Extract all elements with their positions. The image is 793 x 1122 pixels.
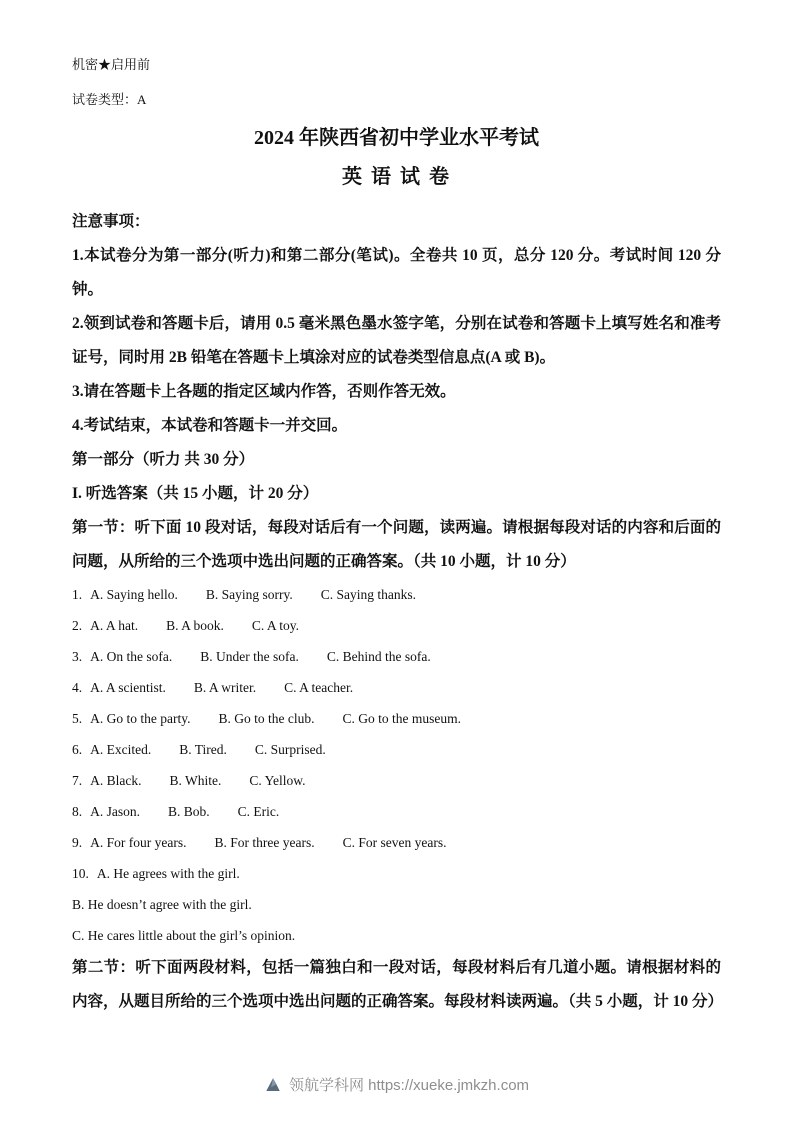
- option-b: B. A writer.: [193, 680, 257, 695]
- option-b: B. Bob.: [168, 804, 210, 819]
- option-c: C. Surprised.: [254, 742, 326, 757]
- option-a: A. On the sofa.: [90, 649, 173, 664]
- option-b: B. White.: [169, 773, 222, 788]
- notice-item-4: 4.考试结束，本试卷和答题卡一并交回。: [72, 417, 348, 434]
- question-number: 2.: [72, 618, 83, 633]
- listening-section-heading: I. 听选答案（共 15 小题，计 20 分）: [72, 485, 319, 502]
- question-8: [72, 796, 721, 827]
- question-number: 7.: [72, 773, 83, 788]
- option-a: A. He agrees with the girl.: [96, 866, 240, 881]
- option-c: C. Behind the sofa.: [326, 649, 431, 664]
- question-3: [72, 641, 721, 672]
- question-2: [72, 610, 721, 641]
- section2-instructions: 第二节：听下面两段材料，包括一篇独白和一段对话，每段材料后有几道小题。请根据材料的内容，从题目所给的三个选项中选出问题的正确答案。每段材料读两遍。（共 5 小题，计 10 分）: [72, 959, 724, 1010]
- paper-type-label: 试卷类型：A: [72, 92, 147, 107]
- question-number: 4.: [72, 680, 83, 695]
- option-a: A. Saying hello.: [90, 587, 178, 602]
- question-10: [72, 858, 721, 889]
- option-c: C. Eric.: [237, 804, 280, 819]
- question-number: 1.: [72, 587, 83, 602]
- question-number: 9.: [72, 835, 83, 850]
- option-a: A. A hat.: [90, 618, 139, 633]
- option-a: A. Jason.: [90, 804, 140, 819]
- watermark: [0, 1074, 793, 1098]
- option-c: C. Saying thanks.: [320, 587, 417, 602]
- exam-subtitle: 英 语 试 卷: [342, 166, 451, 188]
- question-number: 8.: [72, 804, 83, 819]
- question-1: [72, 579, 721, 610]
- notice-item-1: 1.本试卷分为第一部分(听力)和第二部分(笔试)。全卷共 10 页，总分 120 分。考试时间 120 分钟。: [72, 247, 721, 298]
- notice-heading: 注意事项：: [72, 213, 150, 230]
- option-a: A. Excited.: [90, 742, 152, 757]
- exam-title: 2024 年陕西省初中学业水平考试: [254, 127, 539, 149]
- notice-item-3: 3.请在答题卡上各题的指定区域内作答，否则作答无效。: [72, 383, 456, 400]
- notice-item-2: 2.领到试卷和答题卡后，请用 0.5 毫米黑色墨水签字笔，分别在试卷和答题卡上填写姓名和准考证号，同时用 2B 铅笔在答题卡上填涂对应的试卷类型信息点(A 或 B)。: [72, 315, 721, 366]
- option-a: A. Black.: [90, 773, 142, 788]
- question-number: 5.: [72, 711, 83, 726]
- option-b: B. Under the sofa.: [200, 649, 299, 664]
- question-number: 3.: [72, 649, 83, 664]
- question-7: [72, 765, 721, 796]
- question-number: 10.: [72, 866, 89, 881]
- option-c: C. For seven years.: [342, 835, 447, 850]
- option-c: C. Go to the museum.: [342, 711, 461, 726]
- question-9: [72, 827, 721, 858]
- option-b: B. Go to the club.: [218, 711, 315, 726]
- option-b: B. Tired.: [179, 742, 227, 757]
- question-10-option-b: [72, 889, 721, 920]
- option-b: B. For three years.: [214, 835, 315, 850]
- question-6: [72, 734, 721, 765]
- option-a: A. A scientist.: [90, 680, 166, 695]
- watermark-text: 领航学科网 https://xueke.jmkzh.com: [288, 1077, 530, 1094]
- option-a: A. Go to the party.: [90, 711, 191, 726]
- secrecy-label: 机密★启用前: [72, 57, 151, 72]
- option-c: C. A teacher.: [284, 680, 354, 695]
- option-b: B. Saying sorry.: [205, 587, 293, 602]
- question-5: [72, 703, 721, 734]
- part1-heading: 第一部分（听力 共 30 分）: [72, 451, 255, 468]
- question-number: 6.: [72, 742, 83, 757]
- option-b: B. A book.: [166, 618, 224, 633]
- question-10-option-c: [72, 920, 721, 951]
- option-c: C. A toy.: [251, 618, 300, 633]
- xueke-logo-icon: [264, 1076, 282, 1098]
- option-c: C. Yellow.: [249, 773, 306, 788]
- option-a: A. For four years.: [90, 835, 187, 850]
- option-c: C. He cares little about the girl’s opinion.: [72, 928, 296, 943]
- question-4: [72, 672, 721, 703]
- option-b: B. He doesn’t agree with the girl.: [72, 897, 252, 912]
- section1-instructions: 第一节：听下面 10 段对话，每段对话后有一个问题，读两遍。请根据每段对话的内容和后面的问题，从所给的三个选项中选出问题的正确答案。（共 10 小题，计 10 分）: [72, 519, 721, 570]
